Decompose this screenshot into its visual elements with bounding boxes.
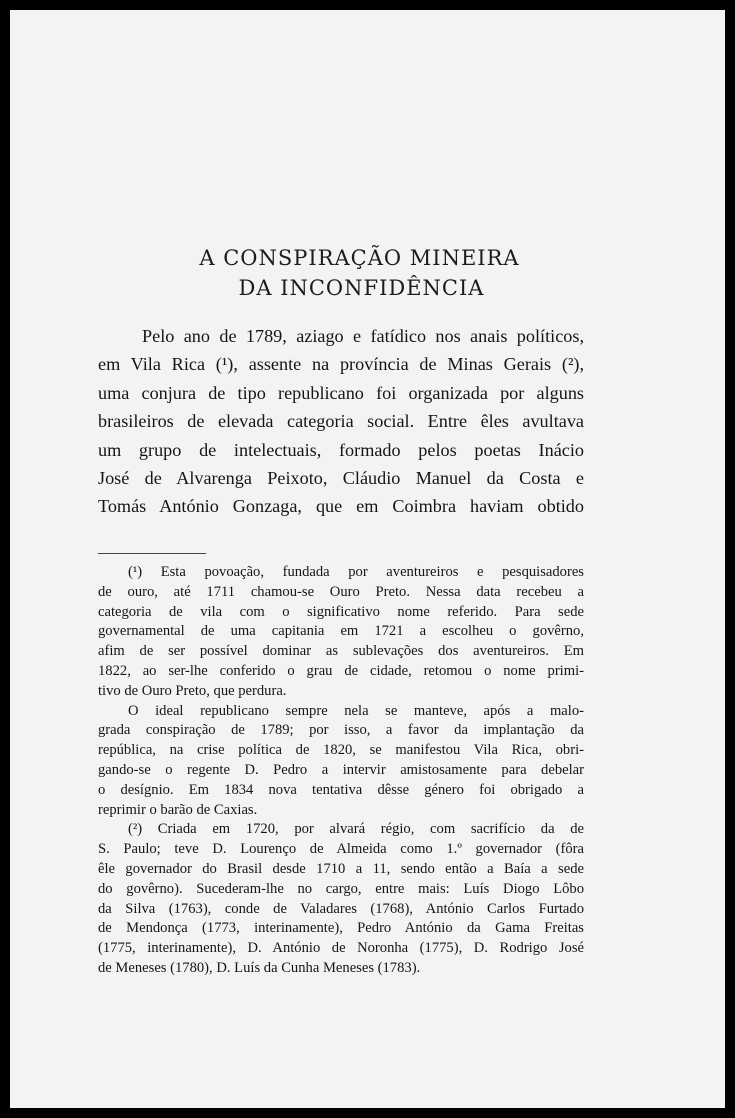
footnote-line: gando-se o regente D. Pedro a intervir amistosamente para debelar bbox=[98, 761, 584, 778]
body-line: um grupo de intelectuais, formado pelos poetas Inácio bbox=[98, 439, 584, 460]
footnote-line: reprimir o barão de Caxias. bbox=[98, 801, 258, 818]
footnote-line: de Meneses (1780), D. Luís da Cunha Meneses (1783). bbox=[98, 959, 421, 976]
body-line: brasileiros de elevada categoria social. Entre êles avultava bbox=[98, 411, 584, 432]
footnote-line: grada conspiração de 1789; por isso, a favor da implantação da bbox=[98, 722, 584, 739]
chapter-title-line-2: DA INCONFIDÊNCIA bbox=[238, 276, 485, 300]
document-page bbox=[10, 10, 725, 1108]
footnote-line: (1775, interinamente), D. António de Noronha (1775), D. Rodrigo José bbox=[98, 940, 584, 957]
footnote-line: S. Paulo; teve D. Lourenço de Almeida como 1.º governador (fôra bbox=[98, 841, 584, 858]
body-line: em Vila Rica (¹), assente na província de Minas Gerais (²), bbox=[98, 354, 584, 375]
footnote-line: categoria de vila com o significativo nome referido. Para sede bbox=[98, 603, 584, 620]
footnotes bbox=[98, 563, 584, 979]
chapter-title-line-1: A CONSPIRAÇÃO MINEIRA bbox=[199, 246, 520, 270]
footnote-line: o desígnio. Em 1834 nova tentativa dêsse género foi obrigado a bbox=[98, 781, 584, 798]
footnote-line: da Silva (1763), conde de Valadares (1768), António Carlos Furtado bbox=[98, 900, 584, 917]
footnote-line: de Mendonça (1773, interinamente), Pedro António da Gama Freitas bbox=[98, 920, 584, 937]
footnote-line: 1822, ao ser-lhe conferido o grau de cidade, retomou o nome primi- bbox=[98, 662, 584, 679]
footnote-line: (²) Criada em 1720, por alvará régio, com sacrifício da de bbox=[128, 821, 584, 838]
footnote-line: (¹) Esta povoação, fundada por aventureiros e pesquisadores bbox=[128, 564, 584, 580]
body-line: uma conjura de tipo republicano foi organizada por alguns bbox=[98, 382, 584, 403]
footnote-line: do govêrno). Sucederam-lhe no cargo, entre mais: Luís Diogo Lôbo bbox=[98, 880, 584, 897]
footnote-line: de ouro, até 1711 chamou-se Ouro Preto. Nessa data recebeu a bbox=[98, 583, 584, 600]
body-line: José de Alvarenga Peixoto, Cláudio Manuel da Costa e bbox=[98, 467, 584, 488]
footnote-line: república, na crise política de 1820, se manifestou Vila Rica, obri- bbox=[98, 742, 584, 759]
footnote-line: tivo de Ouro Preto, que perdura. bbox=[98, 682, 287, 699]
body-paragraph bbox=[98, 322, 584, 521]
footnote-line: êle governador do Brasil desde 1710 a 11, sendo então a Baía a sede bbox=[98, 860, 584, 877]
body-line: Pelo ano de 1789, aziago e fatídico nos anais políticos, bbox=[142, 326, 584, 346]
footnote-line: governamental de uma capitania em 1721 a escolheu o govêrno, bbox=[98, 623, 584, 640]
footnote-line: O ideal republicano sempre nela se manteve, após a malo- bbox=[128, 702, 584, 719]
footnote-separator bbox=[98, 553, 206, 554]
footnote-line: afim de ser possível dominar as sublevações dos aventureiros. Em bbox=[98, 643, 584, 660]
body-line: Tomás António Gonzaga, que em Coimbra haviam obtido bbox=[98, 496, 584, 517]
